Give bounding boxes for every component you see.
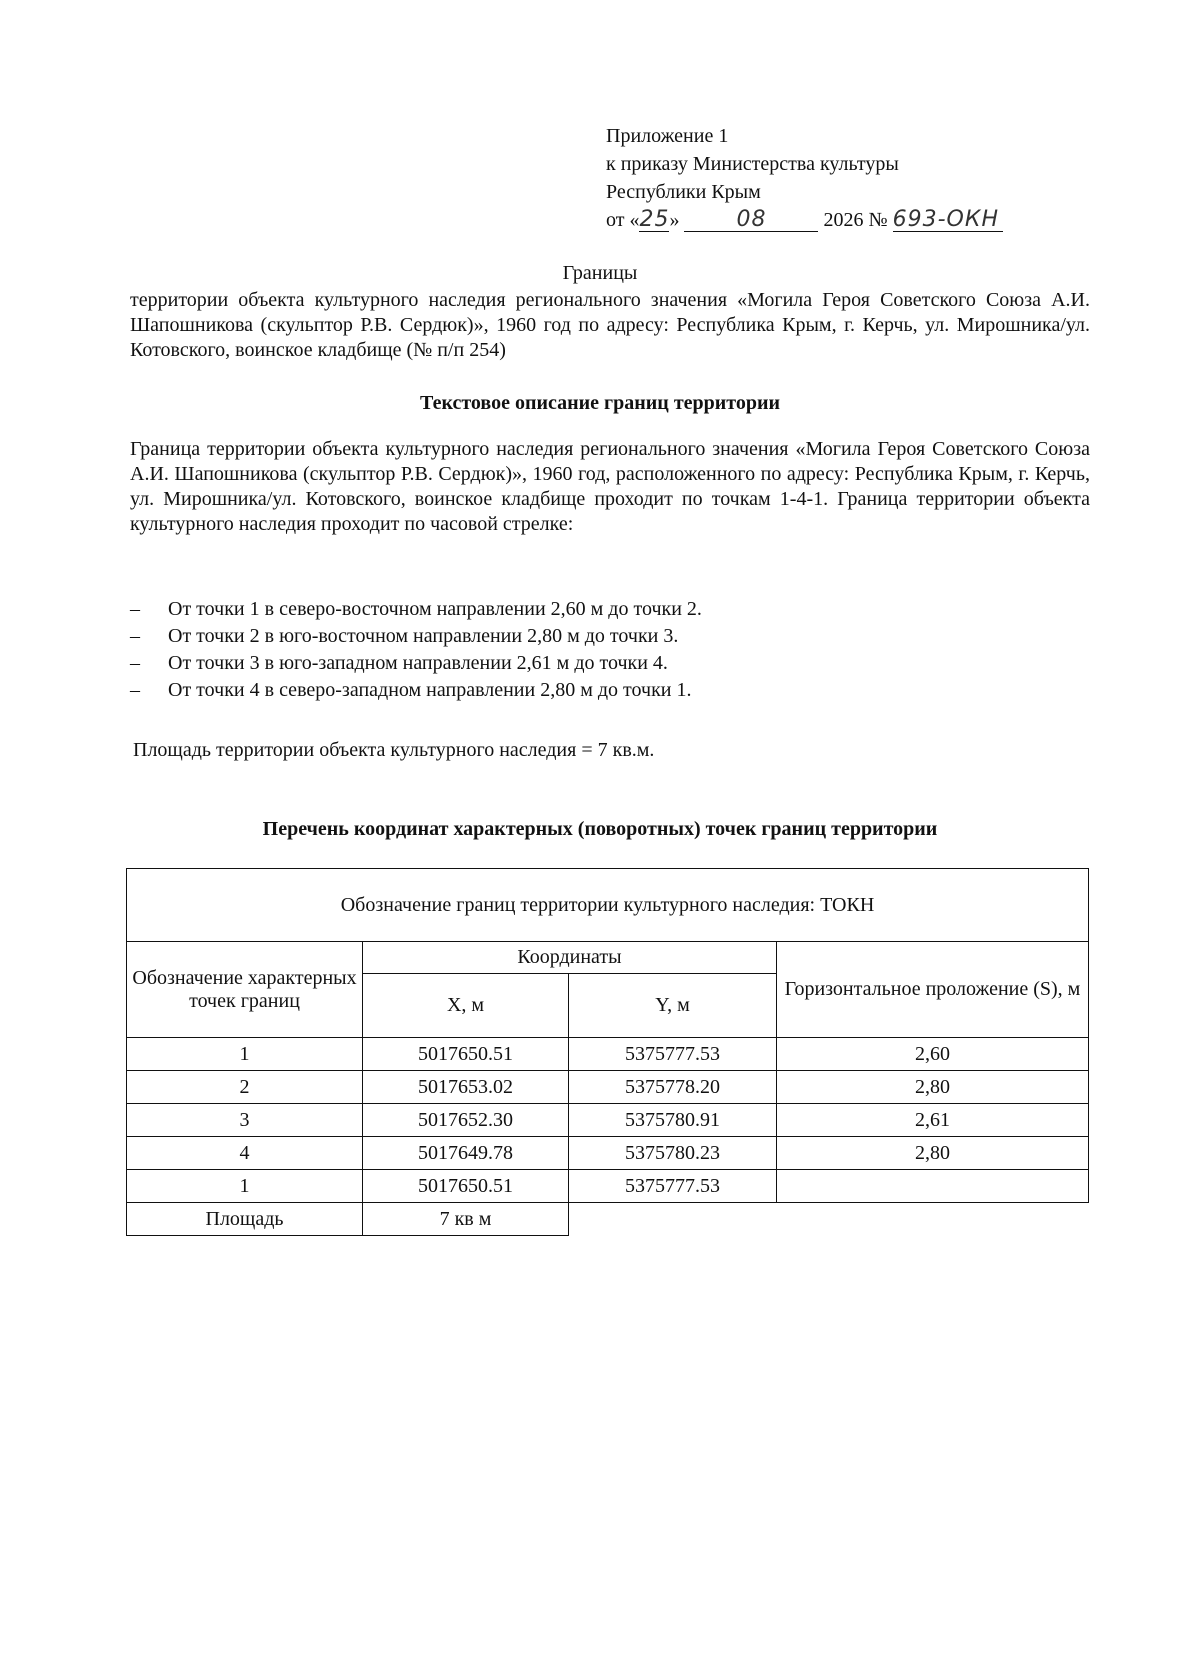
area-statement: Площадь территории объекта культурного наследия = 7 кв.м. (133, 739, 655, 761)
cell-x: 5017652.30 (363, 1104, 569, 1137)
header-y: Y, м (569, 974, 777, 1038)
table-area-row (127, 1203, 1089, 1236)
header-horizontal-distance: Горизонтальное проложение (S), м (777, 942, 1089, 1038)
cell-x: 5017650.51 (363, 1170, 569, 1203)
table-row (127, 1137, 1089, 1170)
header-x: X, м (363, 974, 569, 1038)
cell-x: 5017649.78 (363, 1137, 569, 1170)
list-item (130, 596, 702, 623)
table-caption: Обозначение границ территории культурного наследия: ТОКН (127, 869, 1089, 942)
cell-x: 5017650.51 (363, 1038, 569, 1071)
cell-s: 2,61 (777, 1104, 1089, 1137)
list-dash: – (130, 679, 140, 701)
boundary-segments-list (130, 596, 702, 704)
area-label: Площадь (127, 1203, 363, 1236)
intro-paragraph: территории объекта культурного наследия регионального значения «Могила Героя Советского Союза А.И. Шапошникова (скульптор Р.В. Сердюк)», 1960 год по адресу: Республика Крым, г. Керчь, ул. Мирошника/ул. Котовского, воинское кладбище (№ п/п 254) (130, 289, 1090, 361)
cell-point: 1 (127, 1170, 363, 1203)
cell-y: 5375777.53 (569, 1038, 777, 1071)
cell-y: 5375780.91 (569, 1104, 777, 1137)
empty-cell (569, 1203, 777, 1236)
coordinates-table (126, 868, 1089, 1236)
date-month: 08 (684, 209, 818, 232)
header-coordinates: Координаты (363, 942, 777, 974)
appendix-header (606, 122, 1003, 234)
header-point: Обозначение характерных точек границ (127, 942, 363, 1038)
date-year: 2026 № (823, 209, 888, 231)
area-value: 7 кв м (363, 1203, 569, 1236)
cell-s: 2,80 (777, 1137, 1089, 1170)
description-paragraph: Граница территории объекта культурного наследия регионального значения «Могила Героя Советского Союза А.И. Шапошникова (скульптор Р.В. Сердюк)», 1960 год, расположенного по адресу: Республика Крым, г. Керчь, ул. Мирошника/ул. Котовского, воинское кладбище проходит по точкам 1-4-1. Граница территории объекта культурного наследия проходит по часовой стрелке: (130, 438, 1090, 535)
appendix-line-1: Приложение 1 (606, 125, 729, 147)
coordinates-table-wrapper (126, 868, 1088, 1236)
list-dash: – (130, 652, 140, 674)
list-dash: – (130, 625, 140, 647)
date-prefix: от « (606, 209, 640, 231)
list-item-text: От точки 3 в юго-западном направлении 2,61 м до точки 4. (168, 652, 668, 674)
cell-y: 5375780.23 (569, 1137, 777, 1170)
cell-point: 2 (127, 1071, 363, 1104)
cell-point: 3 (127, 1104, 363, 1137)
cell-y: 5375777.53 (569, 1170, 777, 1203)
list-item (130, 650, 702, 677)
table-row (127, 1071, 1089, 1104)
cell-s (777, 1170, 1089, 1203)
list-item (130, 623, 702, 650)
cell-point: 1 (127, 1038, 363, 1071)
order-date-line (606, 206, 1003, 234)
section-title: Текстовое описание границ территории (419, 392, 781, 414)
document-title: Границы (562, 262, 638, 284)
appendix-line-3: Республики Крым (606, 181, 761, 203)
appendix-line-2: к приказу Министерства культуры (606, 153, 899, 175)
table-row (127, 1104, 1089, 1137)
list-item-text: От точки 1 в северо-восточном направлении 2,60 м до точки 2. (168, 598, 702, 620)
cell-point: 4 (127, 1137, 363, 1170)
cell-x: 5017653.02 (363, 1071, 569, 1104)
list-item-text: От точки 2 в юго-восточном направлении 2,80 м до точки 3. (168, 625, 679, 647)
table-row (127, 1170, 1089, 1203)
list-dash: – (130, 598, 140, 620)
order-number: 693-ОКН (893, 209, 1003, 232)
date-day: 25 (639, 207, 670, 232)
list-item (130, 677, 702, 704)
list-item-text: От точки 4 в северо-западном направлении 2,80 м до точки 1. (168, 679, 692, 701)
table-title: Перечень координат характерных (поворотных) точек границ территории (262, 818, 938, 840)
cell-s: 2,60 (777, 1038, 1089, 1071)
cell-y: 5375778.20 (569, 1071, 777, 1104)
table-row (127, 1038, 1089, 1071)
date-mid: » (669, 209, 680, 231)
empty-cell (777, 1203, 1089, 1236)
cell-s: 2,80 (777, 1071, 1089, 1104)
